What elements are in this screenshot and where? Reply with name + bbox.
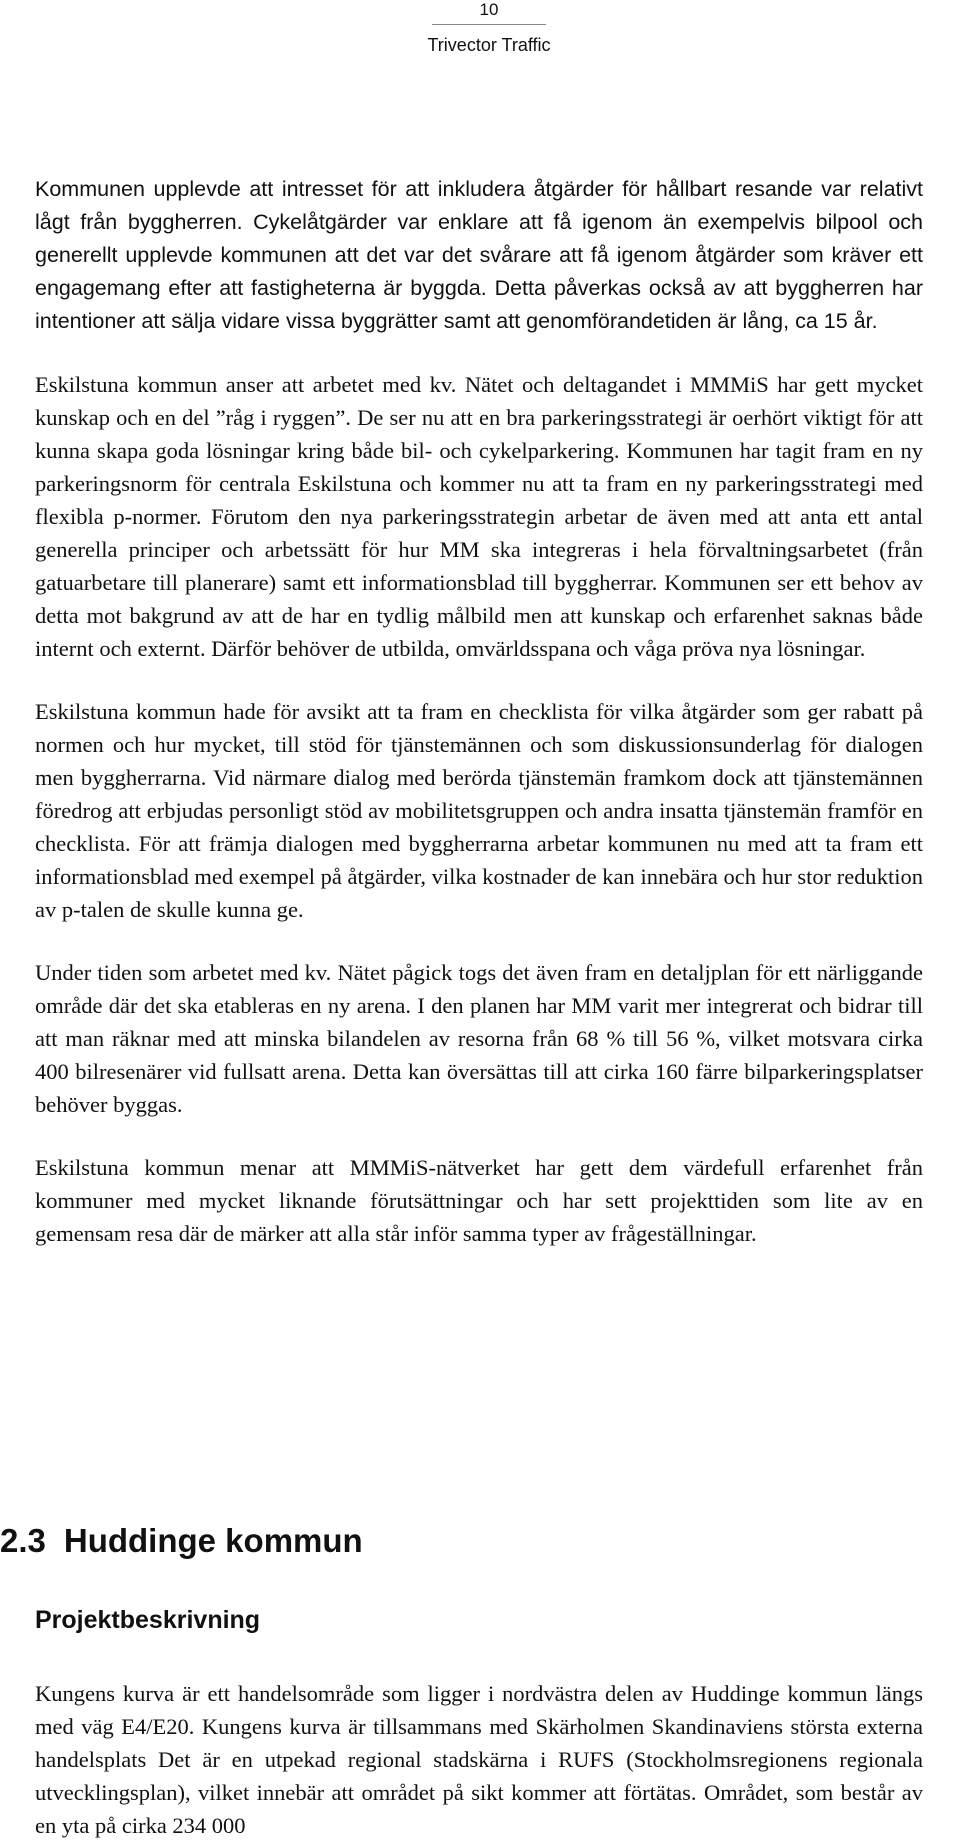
section-title: Huddinge kommun bbox=[63, 1522, 363, 1559]
page-number: 10 bbox=[432, 0, 546, 25]
section-heading bbox=[0, 1521, 363, 1561]
paragraph-4: Under tiden som arbetet med kv. Nätet pågick togs det även fram en detaljplan för ett närliggande område där det ska etableras en ny arena. I den planen har MM varit mer integrerat och bidrar till att man räknar med att minska bilandelen av resorna från 68 % till 56 %, vilket motsvara cirka 400 bilresenärer vid fullsatt arena. Detta kan översättas till att cirka 160 färre bilparkeringsplatser behöver byggas. bbox=[35, 960, 923, 1117]
subsection-heading: Projektbeskrivning bbox=[35, 1606, 261, 1634]
paragraph-2: Eskilstuna kommun anser att arbetet med kv. Nätet och deltagandet i MMMiS har gett mycket kunskap och en del ”råg i ryggen”. De ser nu att en bra parkeringsstrategi är oerhört viktigt för att kunna skapa goda lösningar kring både bil- och cykelparkering. Kommunen har tagit fram en ny parkeringsnorm för centrala Eskilstuna och kommer nu att ta fram en ny parkeringsstrategi med flexibla p-normer. Förutom den nya parkeringsstrategin arbetar de även med att anta ett antal generella principer och arbetssätt för hur MM ska integreras i hela förvaltningsarbetet (från gatuarbetare till planerare) samt ett informationsblad till byggherrar. Kommunen ser ett behov av detta mot bakgrund av att de har en tydlig målbild men att kunskap och erfarenhet saknas både internt och externt. Därför behöver de utbilda, omvärldsspana och våga pröva nya lösningar. bbox=[35, 372, 923, 661]
paragraph-3: Eskilstuna kommun hade för avsikt att ta fram en checklista för vilka åtgärder som ger rabatt på normen och hur mycket, till stöd för tjänstemännen och som diskussionsunderlag för dialogen men byggherrarna. Vid närmare dialog med berörda tjänstemän framkom dock att tjänstemännen föredrog att erbjudas personligt stöd av mobilitetsgruppen och andra insatta tjänstemän framför en checklista. För att främja dialogen med byggherrarna arbetar kommunen nu med att ta fram ett informationsblad med exempel på åtgärder, vilka kostnader de kan innebära och hur stor reduktion av p-talen de skulle kunna ge. bbox=[35, 699, 923, 922]
body-text bbox=[35, 173, 923, 1250]
running-title: Trivector Traffic bbox=[427, 35, 551, 55]
paragraph-1: Kommunen upplevde att intresset för att inkludera åtgärder för hållbart resande var relativt lågt från byggherren. Cykelåtgärder var enklare att få igenom än exempelvis bilpool och generellt upplevde kommunen att det var det svårare att få igenom åtgärder som kräver ett engagemang efter att fastigheterna är byggda. Detta påverkas också av att byggherren har intentioner att sälja vidare vissa byggrätter samt att genomförandetiden är lång, ca 15 år. bbox=[35, 177, 923, 333]
section-number: 2.3 bbox=[0, 1522, 46, 1559]
paragraph-6: Kungens kurva är ett handelsområde som ligger i nordvästra delen av Huddinge kommun längs med väg E4/E20. Kungens kurva är tillsammans med Skärholmen Skandinaviens största externa handelsplats Det är en utpekad regional stadskärna i RUFS (Stockholmsregionens regionala utvecklingsplan), vilket innebär att området på sikt kommer att förtätas. Området, som består av en yta på cirka 234 000 bbox=[35, 1681, 923, 1838]
paragraph-5: Eskilstuna kommun menar att MMMiS-nätverket har gett dem värdefull erfarenhet från kommuner med mycket liknande förutsättningar och har sett projekttiden som lite av en gemensam resa där de märker att alla står inför samma typer av frågeställningar. bbox=[35, 1155, 923, 1246]
section-body bbox=[35, 1677, 923, 1842]
